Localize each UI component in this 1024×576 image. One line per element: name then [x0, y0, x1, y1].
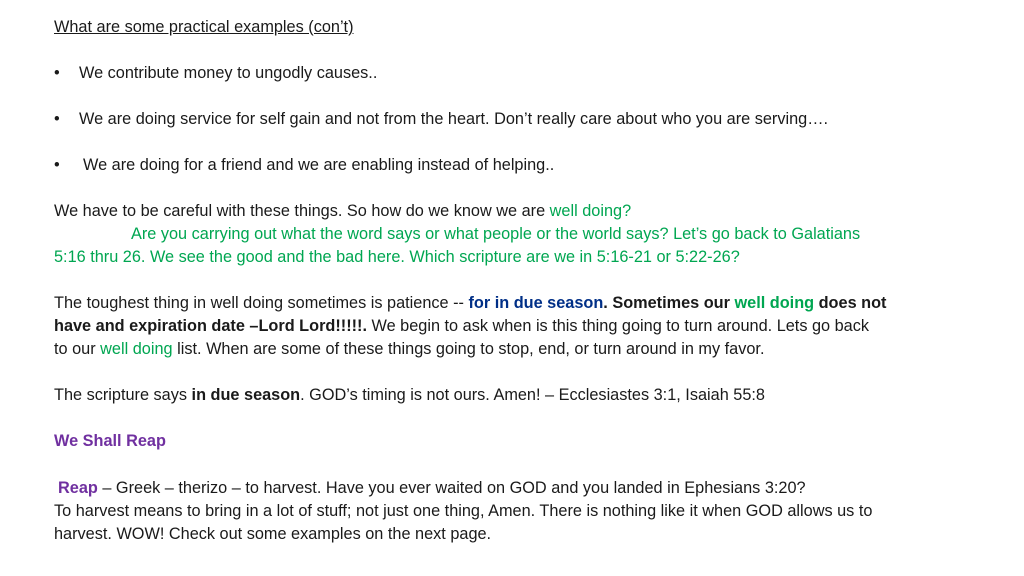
well-doing-highlight: well doing: [734, 294, 815, 312]
paragraph-4-line-3: harvest. WOW! Check out some examples on the next page.: [54, 525, 492, 543]
paragraph-4-line-1: Reap – Greek – therizo – to harvest. Have you ever waited on GOD and you landed in Ephesians 3:20?: [58, 479, 806, 497]
slide-heading: What are some practical examples (con’t): [54, 18, 354, 36]
bullet-marker: •: [54, 64, 60, 82]
bullet-item-2: We are doing service for self gain and not from the heart. Don’t really care about who you are serving….: [79, 110, 829, 128]
paragraph-2-line-3: to our well doing list. When are some of these things going to stop, end, or turn around in my favor.: [54, 340, 765, 358]
paragraph-2-line-1: The toughest thing in well doing sometimes is patience -- for in due season. Sometimes our well doing does not: [54, 294, 887, 312]
bullet-item-1: We contribute money to ungodly causes..: [79, 64, 378, 82]
bullet-item-3: We are doing for a friend and we are enabling instead of helping..: [83, 156, 555, 174]
section-subheading: We Shall Reap: [54, 432, 166, 450]
bullet-marker: •: [54, 110, 60, 128]
paragraph-3: The scripture says in due season. GOD’s timing is not ours. Amen! – Ecclesiastes 3:1, Isaiah 55:8: [54, 386, 765, 404]
paragraph-1-line-1: We have to be careful with these things. So how do we know we are well doing?: [54, 202, 632, 220]
well-doing-highlight: well doing?: [549, 202, 632, 220]
due-season-highlight: for in due season: [468, 294, 604, 312]
paragraph-4-line-2: To harvest means to bring in a lot of stuff; not just one thing, Amen. There is nothing like it when GOD allows us to: [54, 502, 873, 520]
well-doing-highlight: well doing: [100, 340, 173, 358]
paragraph-1-line-2: Are you carrying out what the word says or what people or the world says? Let’s go back to Galatians: [131, 225, 861, 243]
reap-term: Reap: [58, 479, 98, 497]
paragraph-1-line-3: 5:16 thru 26. We see the good and the bad here. Which scripture are we in 5:16-21 or 5:22-26?: [54, 248, 740, 266]
paragraph-2-line-2: have and expiration date –Lord Lord!!!!!. We begin to ask when is this thing going to turn around. Lets go back: [54, 317, 870, 335]
bullet-marker: •: [54, 156, 60, 174]
